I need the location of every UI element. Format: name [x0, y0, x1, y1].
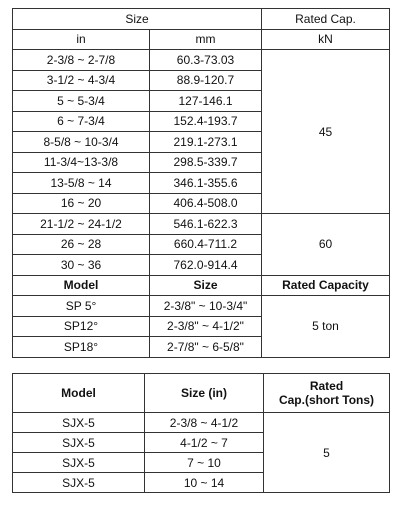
size-mm: 219.1-273.1	[150, 132, 262, 153]
size-mm: 546.1-622.3	[150, 214, 262, 235]
header-model: Model	[13, 275, 150, 296]
sjx-size: 2-3/8 ~ 4-1/2	[145, 413, 264, 433]
sjx-size: 7 ~ 10	[145, 453, 264, 473]
header-kn: kN	[262, 29, 390, 50]
header-mm: mm	[150, 29, 262, 50]
size-mm: 88.9-120.7	[150, 70, 262, 91]
size-in: 8-5/8 ~ 10-3/4	[13, 132, 150, 153]
sjx-model: SJX-5	[13, 453, 145, 473]
size-in: 16 ~ 20	[13, 193, 150, 214]
header-size-in: Size (in)	[145, 374, 264, 413]
size-mm: 60.3-73.03	[150, 50, 262, 71]
sjx-model: SJX-5	[13, 413, 145, 433]
sp-model: SP 5°	[13, 296, 150, 317]
size-in: 5 ~ 5-3/4	[13, 91, 150, 112]
header-rated-cap: Rated Cap.	[262, 9, 390, 30]
size-in: 26 ~ 28	[13, 234, 150, 255]
size-mm: 152.4-193.7	[150, 111, 262, 132]
sjx-size: 4-1/2 ~ 7	[145, 433, 264, 453]
size-in: 3-1/2 ~ 4-3/4	[13, 70, 150, 91]
size-capacity-table	[12, 8, 390, 358]
sjx-rated-cap: 5	[264, 413, 390, 493]
header-sp-size: Size	[150, 275, 262, 296]
sjx-table	[12, 373, 390, 493]
sp-size: 2-3/8" ~ 4-1/2"	[150, 316, 262, 337]
rated-cap-60: 60	[262, 214, 390, 276]
sjx-model: SJX-5	[13, 433, 145, 453]
size-mm: 406.4-508.0	[150, 193, 262, 214]
size-in: 30 ~ 36	[13, 255, 150, 276]
size-mm: 298.5-339.7	[150, 152, 262, 173]
size-mm: 660.4-711.2	[150, 234, 262, 255]
sp-size: 2-7/8" ~ 6-5/8"	[150, 337, 262, 358]
header-in: in	[13, 29, 150, 50]
rated-cap-45: 45	[262, 50, 390, 214]
sp-model: SP18°	[13, 337, 150, 358]
size-mm: 346.1-355.6	[150, 173, 262, 194]
header-rated-cap-short-tons	[264, 374, 390, 413]
size-mm: 127-146.1	[150, 91, 262, 112]
size-in: 21-1/2 ~ 24-1/2	[13, 214, 150, 235]
header-model: Model	[13, 374, 145, 413]
sp-model: SP12°	[13, 316, 150, 337]
sjx-size: 10 ~ 14	[145, 473, 264, 493]
size-in: 13-5/8 ~ 14	[13, 173, 150, 194]
size-in: 11-3/4~13-3/8	[13, 152, 150, 173]
header-rated-capacity: Rated Capacity	[262, 275, 390, 296]
header-size: Size	[13, 9, 262, 30]
size-in: 2-3/8 ~ 2-7/8	[13, 50, 150, 71]
sp-rated-cap: 5 ton	[262, 296, 390, 358]
header-rated-line2: Cap.(short Tons)	[278, 393, 375, 407]
header-rated-line1: Rated	[309, 379, 344, 393]
size-in: 6 ~ 7-3/4	[13, 111, 150, 132]
sjx-model: SJX-5	[13, 473, 145, 493]
size-mm: 762.0-914.4	[150, 255, 262, 276]
sp-size: 2-3/8" ~ 10-3/4"	[150, 296, 262, 317]
